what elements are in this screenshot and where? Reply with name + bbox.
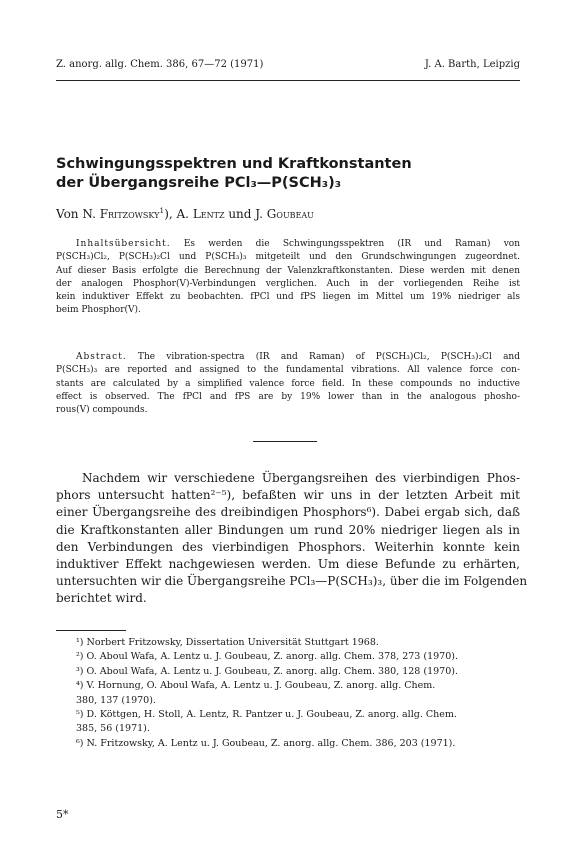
author-prefix: Von N. <box>56 207 100 221</box>
author-goubeau: Goubeau <box>266 207 314 221</box>
abstract-line: stants are calculated by a simplified valence force field. In these compounds no inductive <box>56 378 520 389</box>
title-line-1: Schwingungsspektren und Kraftkonstanten <box>56 156 412 172</box>
footnote-1: ¹) Norbert Fritzowsky, Dissertation Universität Stuttgart 1968. <box>76 637 379 648</box>
footnote-rule <box>56 630 126 631</box>
author-conjunction: und J. <box>224 207 267 221</box>
journal-citation: Z. anorg. allg. Chem. 386, 67—72 (1971) <box>56 59 264 70</box>
body-line: phors untersucht hatten²⁻⁵), befaßten wir uns in der letzten Arbeit mit <box>56 488 520 503</box>
abstract-line: effect is observed. The fPCl and fPS are by 19% lower than in the analogous phosho- <box>56 391 520 402</box>
author-lentz: Lentz <box>192 207 225 221</box>
author-footnote-marker: 1 <box>159 206 165 215</box>
body-line: einer Übergangsreihe des dreibindigen Phosphors⁶). Dabei ergab sich, daß <box>56 505 520 520</box>
article-title <box>56 155 520 193</box>
summary-de-line: beim Phosphor(V). <box>56 305 141 316</box>
body-line: induktiver Effekt nachgewiesen werden. Um diese Befunde zu erhärten, <box>56 557 520 572</box>
body-line: berichtet wird. <box>56 591 147 606</box>
signature-mark: 5* <box>56 808 69 821</box>
abstract-line: rous(V) compounds. <box>56 405 148 416</box>
footnotes <box>56 636 520 751</box>
summary-de-heading: Inhaltsübersicht. <box>76 239 171 249</box>
body-paragraph <box>56 470 528 608</box>
summary-de-line <box>56 238 520 251</box>
footnote-5: ⁵) D. Köttgen, H. Stoll, A. Lentz, R. Pantzer u. J. Goubeau, Z. anorg. allg. Chem. <box>76 709 457 721</box>
summary-de-text: Es werden die Schwingungsspektren (IR und Raman) von <box>170 239 520 249</box>
summary-de-line: kein induktiver Effekt zu beobachten. fPCl und fPS liegen im Mittel um 19% niedriger als <box>56 292 520 303</box>
summary-english <box>56 351 520 417</box>
author-fritzowsky: Fritzowsky <box>99 207 160 221</box>
footnote-5-continued: 385, 56 (1971). <box>76 723 150 735</box>
footnote-2: ²) O. Aboul Wafa, A. Lentz u. J. Goubeau, Z. anorg. allg. Chem. 378, 273 (1970). <box>76 651 458 663</box>
author-separator: ), A. <box>164 207 193 221</box>
footnote-3: ³) O. Aboul Wafa, A. Lentz u. J. Goubeau, Z. anorg. allg. Chem. 380, 128 (1970). <box>76 665 458 677</box>
title-line-2: der Übergangsreihe PCl₃—P(SCH₃)₃ <box>56 175 342 191</box>
summary-de-line: P(SCH₃)Cl₂, P(SCH₃)₂Cl und P(SCH₃)₃ mitgeteilt und den Grundschwingungen zugeordnet. <box>56 252 520 263</box>
summary-german <box>56 238 520 318</box>
body-line: die Kraftkonstanten aller Bindungen um rund 20% niedriger liegen als in <box>56 522 520 537</box>
footnote-4-continued: 380, 137 (1970). <box>76 694 156 706</box>
header-rule <box>56 80 520 81</box>
publisher: J. A. Barth, Leipzig <box>424 59 520 70</box>
running-head <box>56 58 520 72</box>
abstract-text: The vibration-spectra (IR and Raman) of P(SCH₃)Cl₂, P(SCH₃)₂Cl and <box>126 352 520 362</box>
footnote-4: ⁴) V. Hornung, O. Aboul Wafa, A. Lentz u. J. Goubeau, Z. anorg. allg. Chem. <box>76 680 436 692</box>
summary-de-line: der analogen Phosphor(V)-Verbindungen verglichen. Auch in der vorliegenden Reihe ist <box>56 278 520 289</box>
author-line <box>56 206 520 222</box>
body-line: untersuchten wir die Übergangsreihe PCl₃—P(SCH₃)₃, über die im Folgenden <box>56 574 528 589</box>
abstract-line: P(SCH₃)₃ are reported and assigned to the fundamental vibrations. All valence force con- <box>56 365 520 376</box>
abstract-line <box>56 351 520 364</box>
footnote-6: ⁶) N. Fritzowsky, A. Lentz u. J. Goubeau, Z. anorg. allg. Chem. 386, 203 (1971). <box>76 737 456 749</box>
section-separator <box>253 441 317 442</box>
body-line: Nachdem wir verschiedene Übergangsreihen des vierbindigen Phos- <box>82 471 520 485</box>
abstract-heading: Abstract. <box>76 352 127 362</box>
summary-de-line: Auf dieser Basis erfolgte die Berechnung der Valenzkraftkonstanten. Diese werden mit denen <box>56 265 520 276</box>
body-line: den Verbindungen des vierbindigen Phosphors. Weiterhin konnte kein <box>56 539 520 554</box>
